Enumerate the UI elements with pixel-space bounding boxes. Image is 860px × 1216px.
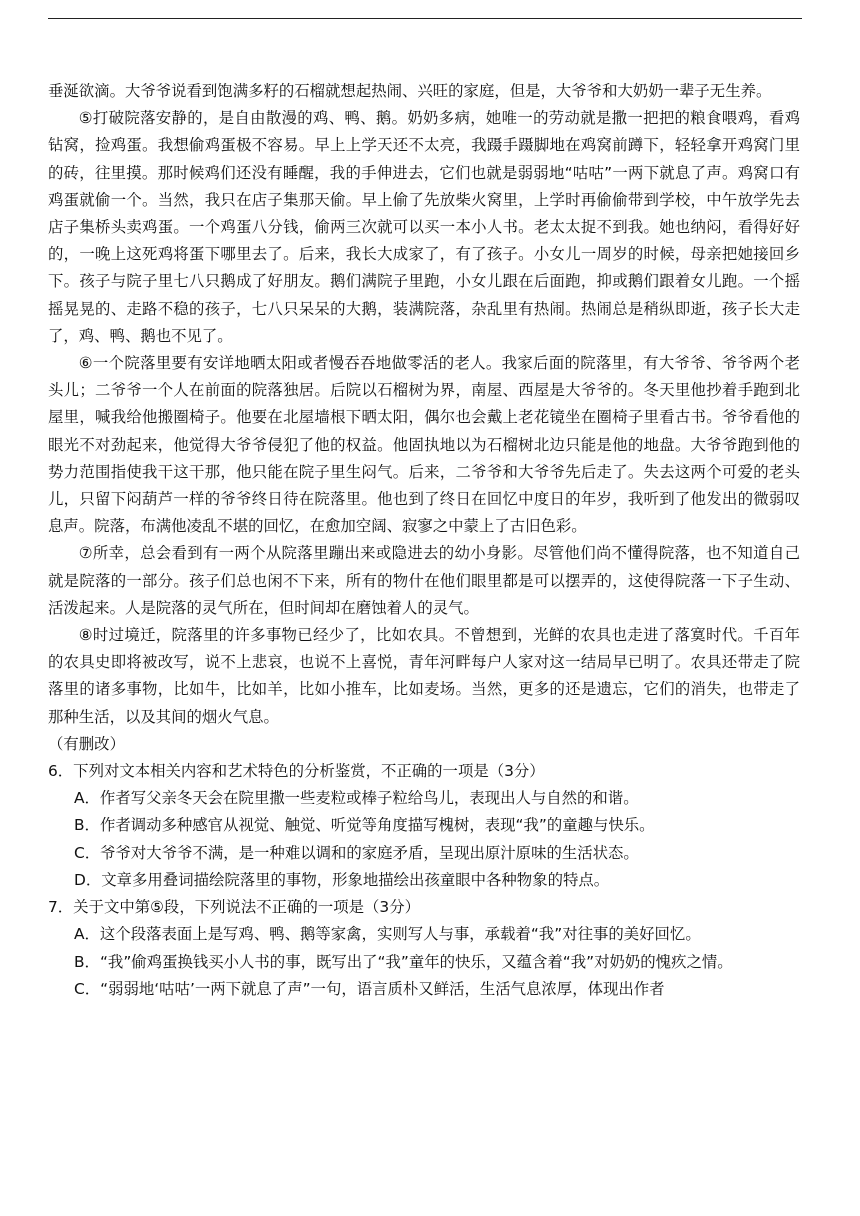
question-6-option-c: C．爷爷对大爷爷不满，是一种难以调和的家庭矛盾，呈现出原汁原味的生活状态。 (74, 843, 639, 862)
paragraph-7: ⑦所幸，总会看到有一两个从院落里蹦出来或隐进去的幼小身影。尽管他们尚不懂得院落，也不知道自己就是院落的一部分。孩子们总也闲不下来，所有的物什在他们眼里都是可以摆弄的，这使得院落一下子生动、活泼起来。人是院落的灵气所在，但时间却在磨蚀着人的灵气。 (48, 544, 800, 617)
question-7-stem: 7．关于文中第⑤段，下列说法不正确的一项是（3分） (48, 898, 420, 917)
paragraph-5: ⑤打破院落安静的，是自由散漫的鸡、鸭、鹅。奶奶多病，她唯一的劳动就是撒一把把的粮食喂鸡，看鸡钻窝，捡鸡蛋。我想偷鸡蛋极不容易。早上上学天还不太亮，我蹑手蹑脚地在鸡窝前蹲下，轻轻拿开鸡窝门里的砖，往里摸。那时候鸡们还没有睡醒，我的手伸进去，它们也就是弱弱地“咕咕”一两下就息了声。鸡窝口有鸡蛋就偷一个。当然，我只在店子集那天偷。早上偷了先放柴火窝里，上学时再偷偷带到学校，中午放学先去店子集桥头卖鸡蛋。一个鸡蛋八分钱，偷两三次就可以买一本小人书。老太太捉不到我。她也纳闷，看得好好的，一晚上这死鸡将蛋下哪里去了。后来，我长大成家了，有了孩子。小女儿一周岁的时候，母亲把她接回乡下。孩子与院子里七八只鹅成了好朋友。鹅们满院子里跑，小女儿跟在后面跑，抑或鹅们跟着女儿跑。一个摇摇晃晃的、走路不稳的孩子，七八只呆呆的大鹅，装满院落，杂乱里有热闹。热闹总是稍纵即逝，孩子长大走了，鸡、鸭、鹅也不见了。 (48, 109, 800, 345)
question-7-option-a: A．这个段落表面上是写鸡、鸭、鹅等家禽，实则写人与事，承载着“我”对往事的美好回忆。 (74, 925, 701, 944)
paragraph-6: ⑥一个院落里要有安详地晒太阳或者慢吞吞地做零活的老人。我家后面的院落里，有大爷爷、爷爷两个老头儿；二爷爷一个人在前面的院落独居。后院以石榴树为界，南屋、西屋是大爷爷的。冬天里他抄着手跑到北屋里，喊我给他搬圈椅子。他要在北屋墙根下晒太阳，偶尔也会戴上老花镜坐在圈椅子里看古书。爷爷看他的眼光不对劲起来，他觉得大爷爷侵犯了他的权益。他固执地以为石榴树北边只能是他的地盘。大爷爷跑到他的势力范围指使我干这干那，他只能在院子里生闷气。后来，二爷爷和大爷爷先后走了。失去这两个可爱的老头儿，只留下闷葫芦一样的爷爷终日待在院落里。他也到了终日在回忆中度日的年岁，我听到了他发出的微弱叹息声。院落，布满他凌乱不堪的回忆，在愈加空阔、寂寥之中蒙上了古旧色彩。 (48, 354, 800, 536)
question-7-option-c: C．“弱弱地‘咕咕’一两下就息了声”一句，语言质朴又鲜活，生活气息浓厚，体现出作者 (74, 979, 665, 998)
document-body (48, 78, 800, 1003)
question-6-option-d: D．文章多用叠词描绘院落里的事物，形象地描绘出孩童眼中各种物象的特点。 (74, 870, 610, 889)
question-6-stem: 6．下列对文本相关内容和艺术特色的分析鉴赏，不正确的一项是（3分） (48, 762, 545, 781)
question-7-option-b: B．“我”偷鸡蛋换钱买小人书的事，既写出了“我”童年的快乐，又蕴含着“我”对奶奶的愧疚之情。 (74, 952, 733, 971)
paragraph-8: ⑧时过境迁，院落里的许多事物已经少了，比如农具。不曾想到，光鲜的农具也走进了落寞时代。千百年的农具史即将被改写，说不上悲哀，也说不上喜悦，青年河畔每户人家对这一结局早已明了。农具还带走了院落里的诸多事物，比如牛，比如羊，比如小推车，比如麦场。当然，更多的还是遗忘，它们的消失，也带走了那种生活，以及其间的烟火气息。 (48, 626, 800, 726)
source-note: （有删改） (48, 734, 125, 753)
header-rule (48, 18, 802, 19)
question-6-option-a: A．作者写父亲冬天会在院里撒一些麦粒或棒子粒给鸟儿，表现出人与自然的和谐。 (74, 789, 639, 808)
question-6-option-b: B．作者调动多种感官从视觉、触觉、听觉等角度描写槐树，表现“我”的童趣与快乐。 (74, 816, 655, 835)
paragraph-continued: 垂涎欲滴。大爷爷说看到饱满多籽的石榴就想起热闹、兴旺的家庭，但是，大爷爷和大奶奶一辈子无生养。 (48, 82, 772, 100)
